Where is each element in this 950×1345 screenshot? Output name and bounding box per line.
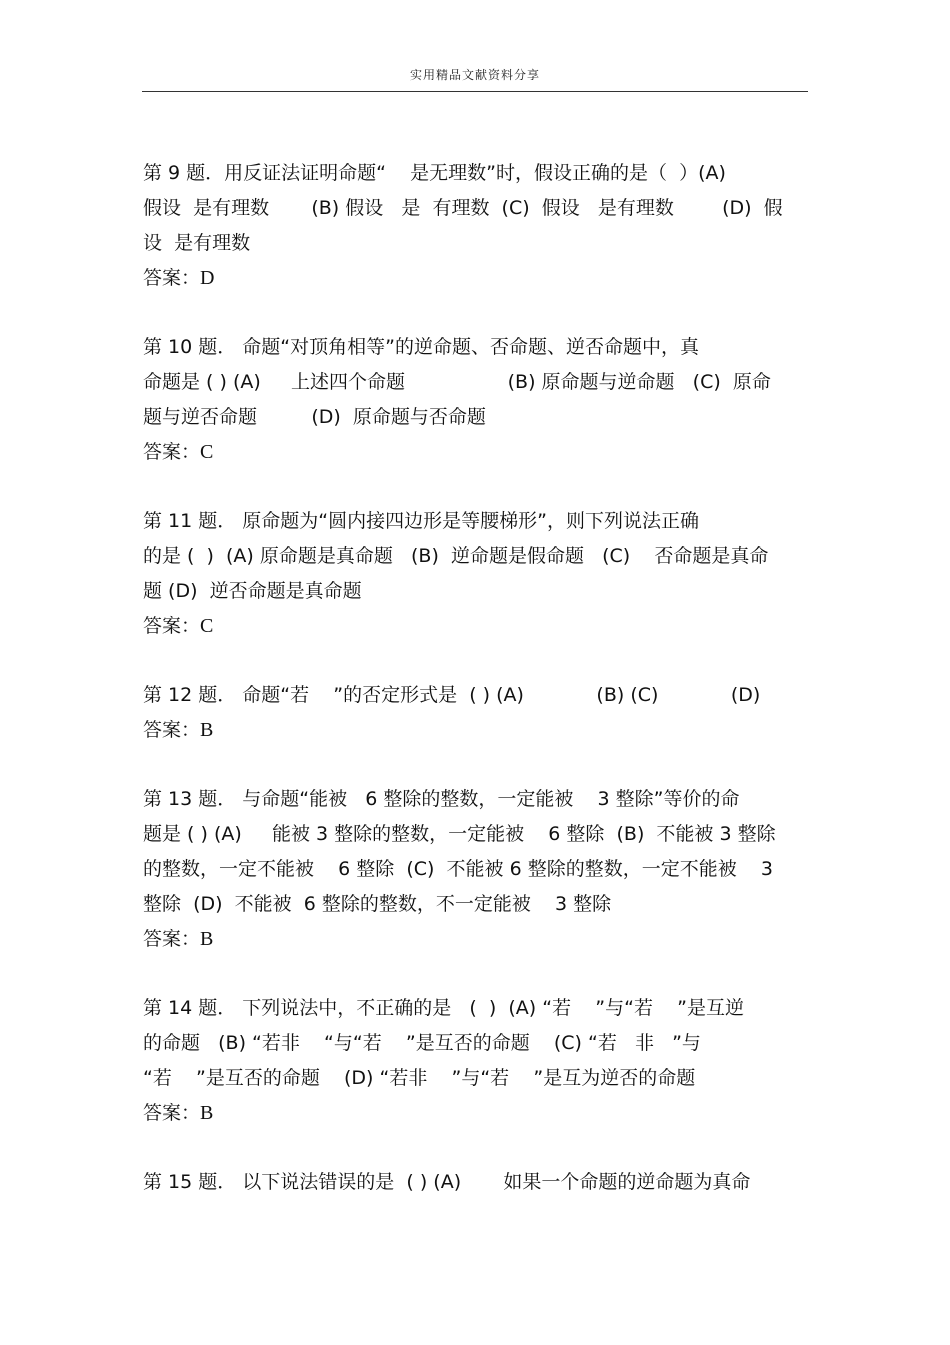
question-15 bbox=[143, 1165, 809, 1200]
question-line: 第 12 题． 命题“若 ”的否定形式是 ( ) (A) (B) (C) (D) bbox=[143, 684, 761, 706]
question-line: 的命题 (B) “若非 “与“若 ”是互否的命题 (C) “若 非 ”与 bbox=[143, 1032, 701, 1054]
answer-value: B bbox=[200, 1102, 214, 1124]
question-line: 题 (D) 逆否命题是真命题 bbox=[143, 580, 362, 602]
page-header: 实用精品文献资料分享 bbox=[409, 68, 540, 82]
question-12 bbox=[143, 678, 809, 748]
question-line: 的是 ( ) (A) 原命题是真命题 (B) 逆命题是假命题 (C) 否命题是真命 bbox=[143, 545, 769, 567]
answer-label: 答案： bbox=[143, 928, 201, 950]
question-line: 第 9 题．用反证法证明命题“ 是无理数”时，假设正确的是（ ）(A) bbox=[143, 162, 726, 184]
answer-value: D bbox=[200, 267, 215, 289]
answer-value: C bbox=[200, 441, 214, 463]
header-rule bbox=[142, 91, 808, 92]
answer-label: 答案： bbox=[143, 615, 201, 637]
question-10 bbox=[143, 330, 809, 470]
question-line: 整除 (D) 不能被 6 整除的整数，不一定能被 3 整除 bbox=[143, 893, 612, 915]
question-list bbox=[143, 156, 809, 1234]
question-line: 的整数，一定不能被 6 整除 (C) 不能被 6 整除的整数，一定不能被 3 bbox=[143, 858, 773, 880]
question-13 bbox=[143, 782, 809, 957]
answer-value: C bbox=[200, 615, 214, 637]
question-line: 题与逆否命题 (D) 原命题与否命题 bbox=[143, 406, 486, 428]
answer-line bbox=[143, 435, 809, 470]
answer-line bbox=[143, 713, 809, 748]
question-line: 假设 是有理数 (B) 假设 是 有理数 (C) 假设 是有理数 (D) 假 bbox=[143, 197, 783, 219]
question-line: 设 是有理数 bbox=[143, 232, 251, 254]
answer-label: 答案： bbox=[143, 267, 201, 289]
answer-line bbox=[143, 609, 809, 644]
answer-label: 答案： bbox=[143, 1102, 201, 1124]
answer-label: 答案： bbox=[143, 719, 201, 741]
question-14 bbox=[143, 991, 809, 1131]
answer-value: B bbox=[200, 719, 214, 741]
question-line: “若 ”是互否的命题 (D) “若非 ”与“若 ”是互为逆否的命题 bbox=[143, 1067, 696, 1089]
question-line: 题是 ( ) (A) 能被 3 整除的整数，一定能被 6 整除 (B) 不能被 3 整除 bbox=[143, 823, 776, 845]
answer-line bbox=[143, 261, 809, 296]
question-line: 第 14 题． 下列说法中，不正确的是 ( ) (A) “若 ”与“若 ”是互逆 bbox=[143, 997, 744, 1019]
question-line: 第 11 题． 原命题为“圆内接四边形是等腰梯形”，则下列说法正确 bbox=[143, 510, 699, 532]
answer-label: 答案： bbox=[143, 441, 201, 463]
answer-line bbox=[143, 1096, 809, 1131]
answer-value: B bbox=[200, 928, 214, 950]
question-11 bbox=[143, 504, 809, 644]
question-line: 命题是 ( ) (A) 上述四个命题 (B) 原命题与逆命题 (C) 原命 bbox=[143, 371, 771, 393]
question-line: 第 10 题． 命题“对顶角相等”的逆命题、否命题、逆否命题中，真 bbox=[143, 336, 699, 358]
question-line: 第 15 题． 以下说法错误的是 ( ) (A) 如果一个命题的逆命题为真命 bbox=[143, 1171, 751, 1193]
answer-line bbox=[143, 922, 809, 957]
question-9 bbox=[143, 156, 809, 296]
question-line: 第 13 题． 与命题“能被 6 整除的整数，一定能被 3 整除”等价的命 bbox=[143, 788, 740, 810]
